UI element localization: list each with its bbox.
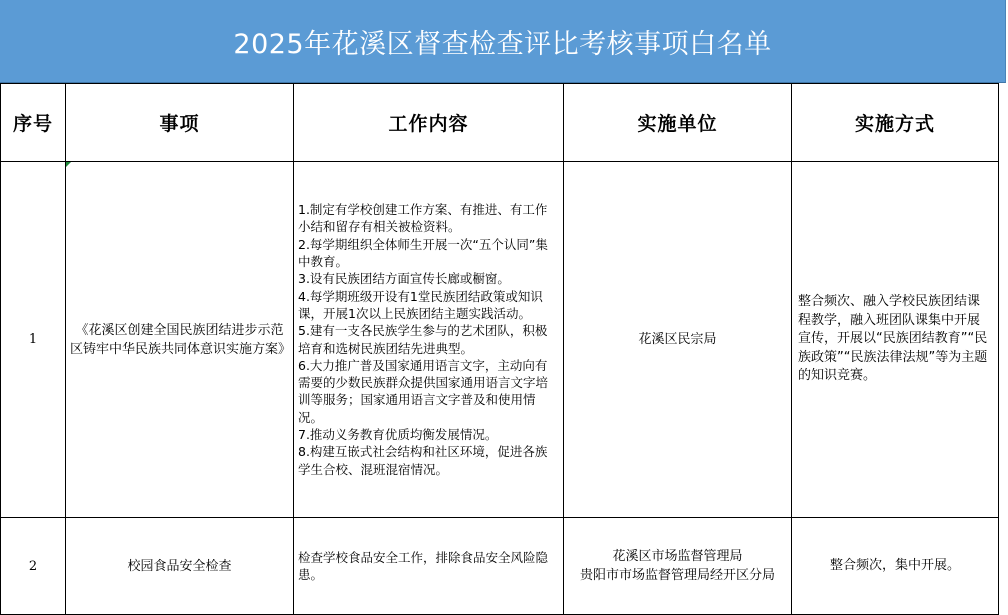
content-list	[294, 547, 563, 586]
content-line: 2.每学期组织全体师生开展一次“五个认同”集中教育。	[298, 236, 548, 270]
cell-item	[66, 162, 294, 518]
whitelist-table	[0, 83, 999, 615]
cell-seq: 2	[1, 518, 66, 615]
unit-line: 贵阳市市场监督管理局经开区分局	[579, 568, 775, 583]
title-bar	[0, 0, 1006, 83]
content-line: 4.每学期班级开设有1堂民族团结政策或知识课，开展1次以上民族团结主题实践活动。	[298, 288, 543, 321]
table-header-row	[1, 84, 999, 162]
item-text: 校园食品安全检查	[127, 558, 232, 574]
cell-unit	[564, 162, 792, 518]
method-text: 整合频次，集中开展。	[829, 557, 960, 573]
header-item: 事项	[66, 84, 294, 162]
cell-seq: 1	[1, 162, 66, 518]
content-line: 5.建有一支各民族学生参与的艺术团队，积极培育和选树民族团结先进典型。	[298, 323, 548, 356]
content-list	[294, 199, 563, 480]
cell-content	[294, 518, 564, 615]
cell-unit	[564, 518, 792, 615]
unit-line: 花溪区民宗局	[638, 332, 717, 347]
cell-method	[792, 162, 999, 518]
header-method: 实施方式	[792, 84, 999, 162]
method-text: 整合频次、融入学校民族团结课程教学，融入班团队课集中开展宣传，开展以“民族团结教育”“民族政策”“民族法律法规”等为主题的知识竞赛。	[798, 294, 988, 384]
item-text: 《花溪区创建全国民族团结进步示范区铸牢中华民族共同体意识实施方案》	[70, 322, 292, 357]
table-row	[1, 162, 999, 518]
content-line: 检查学校食品安全工作，排除食品安全风险隐患。	[298, 549, 549, 582]
header-seq: 序号	[1, 84, 66, 162]
content-line: 7.推动义务教育优质均衡发展情况。	[298, 426, 498, 442]
content-line: 3.设有民族团结方面宣传长廊或橱窗。	[298, 271, 510, 287]
content-line: 1.制定有学校创建工作方案、有推进、有工作小结和留存有相关被检资料。	[298, 202, 548, 235]
page-title: 2025年花溪区督查检查评比考核事项白名单	[233, 28, 772, 60]
content-line: 8.构建互嵌式社会结构和社区环境，促进各族学生合校、混班混宿情况。	[298, 444, 548, 477]
unit-line: 花溪区市场监督管理局	[612, 549, 743, 564]
cell-comment-marker	[66, 162, 71, 167]
cell-method	[792, 518, 999, 615]
cell-content	[294, 162, 564, 518]
content-line: 6.大力推广普及国家通用语言文字，主动向有需要的少数民族群众提供国家通用语言文字培训等服务；国家通用语言文字普及和使用情况。	[298, 357, 549, 425]
table-row	[1, 518, 999, 615]
header-unit: 实施单位	[564, 84, 792, 162]
header-content: 工作内容	[294, 84, 564, 162]
cell-item	[66, 518, 294, 615]
